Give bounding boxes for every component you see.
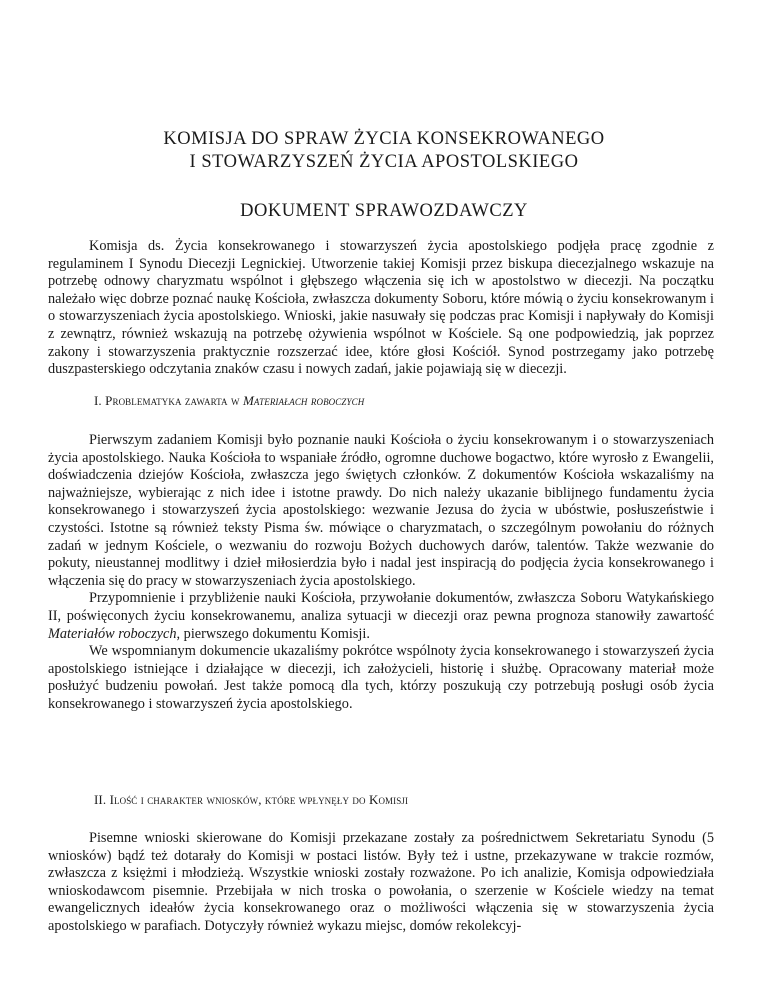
section-1-heading-italic: Materiałach roboczych <box>242 393 365 408</box>
section-2-body <box>48 830 714 936</box>
section-1-paragraph-3: We wspomnianym dokumencie ukazaliśmy pokrótce wspólnoty życia konsekrowanego i stowarzyszeń życia apostolskiego istniejące i działające w diecezji, ich założycieli, historię i służbę. Opracowany materiał może posłużyć budzeniu powołań. Jest także pomocą dla tych, którzy poszukują czy potrzebują posługi osób życia konsekrowanego i stowarzyszeń życia apostolskiego. <box>48 643 714 712</box>
section-1-paragraph-2-end: , pierwszego dokumentu Komisji. <box>176 625 370 642</box>
document-subtitle: DOKUMENT SPRAWOZDAWCZY <box>240 201 528 221</box>
section-2-number: II. <box>94 792 110 807</box>
section-1-body <box>48 432 714 714</box>
section-1-paragraph-2-text: Przypomnienie i przybliżenie nauki Kościoła, przywołanie dokumentów, zwłaszcza Soboru Watykańskiego II, poświęconych życiu konsekrowanemu, analiza sytuacji w diecezji oraz pewna prognoza stanowiły zawartość <box>48 590 714 624</box>
title-line-1: KOMISJA DO SPRAW ŻYCIA KONSEKROWANEGO <box>163 129 605 149</box>
section-1-number: I. <box>94 393 106 408</box>
section-2-heading <box>94 792 408 808</box>
title-line-2: I STOWARZYSZEŃ ŻYCIA APOSTOLSKIEGO <box>189 152 579 172</box>
section-1-heading <box>94 393 364 409</box>
section-1-heading-text: Problematyka zawarta w <box>105 393 243 408</box>
intro-section <box>48 238 714 379</box>
section-1-paragraph-1: Pierwszym zadaniem Komisji było poznanie nauki Kościoła o życiu konsekrowanym i o stowarzyszeniach życia apostolskiego. Nauka Kościoła to wspaniałe źródło, ogromne duchowe bogactwo, które wyrosło z Ewangelii, doświadczenia dziejów Kościoła, zwłaszcza jego świętych członków. Z dokumentów Kościoła wskazaliśmy na najważniejsze, wybierając z nich idee i istotne prawdy. Do nich należy ukazanie biblijnego fundamentu życia konsekrowanego i stowarzyszeń życia apostolskiego: wezwanie Jezusa do życia w ubóstwie, posłuszeństwie i czystości. Istotne są również teksty Pisma św. mówiące o charyzmatach, o szczególnym powołaniu do różnych zadań w jednym Kościele, o wezwaniu do rozwoju Bożych duchowych darów, talentów. Także wezwanie do pokuty, nieustannej modlitwy i dzieł miłosierdzia było i nadal jest inspiracją do podjęcia życia konsekrowanego i włączenia się do pracy w stowarzyszeniach życia apostolskiego. <box>48 432 714 589</box>
section-1-paragraph-2-italic: Materiałów roboczych <box>48 625 177 642</box>
section-2-paragraph-1: Pisemne wnioski skierowane do Komisji przekazane zostały za pośrednictwem Sekretariatu Synodu (5 wniosków) bądź też dotarały do Komisji w postaci listów. Były też i ustne, przekazywane w trakcie rozmów, zwłaszcza z księżmi i młodzieżą. Wszystkie wnioski zostały rozważone. Po ich analizie, Komisja odpowiedziała wnioskodawcom pisemnie. Przebijała w nich troska o powołania, o szerzenie w Kościele wiedzy na temat ewangelicznych ideałów życia konsekrowanego oraz o możliwości włączenia się w stowarzyszenia życia apostolskiego w parafiach. Dotyczyły również wykazu miejsc, domów rekolekcyj- <box>48 830 714 934</box>
section-2-heading-text: Ilość i charakter wniosków, które wpłynęły do Komisji <box>109 792 409 807</box>
intro-paragraph: Komisja ds. Życia konsekrowanego i stowarzyszeń życia apostolskiego podjęła pracę zgodnie z regulaminem I Synodu Diecezji Legnickiej. Utworzenie takiej Komisji przez biskupa diecezjalnego wskazuje na potrzebę odnowy charyzmatu wspólnot i głębszego włączenia się ich w apostolstwo w diecezji. Na początku należało więc dobrze poznać naukę Kościoła, zwłaszcza dokumenty Soboru, które mówią o życiu konsekrowanym i o stowarzyszeniach życia apostolskiego. Wnioski, jakie nasuwały się podczas prac Komisji i napływały do Komisji z zewnątrz, również wskazują na potrzebę ożywienia wspólnot w Kościele. Są one podpowiedzią, jak poprzez zakony i stowarzyszenia praktycznie rozszerzać idee, które głosi Kościół. Synod postrzegamy jako potrzebę duszpasterskiego odczytania znaków czasu i nowych zadań, jakie pojawiają się w diecezji. <box>48 238 714 378</box>
document-title <box>0 128 768 174</box>
section-1-paragraph-2 <box>48 590 714 643</box>
